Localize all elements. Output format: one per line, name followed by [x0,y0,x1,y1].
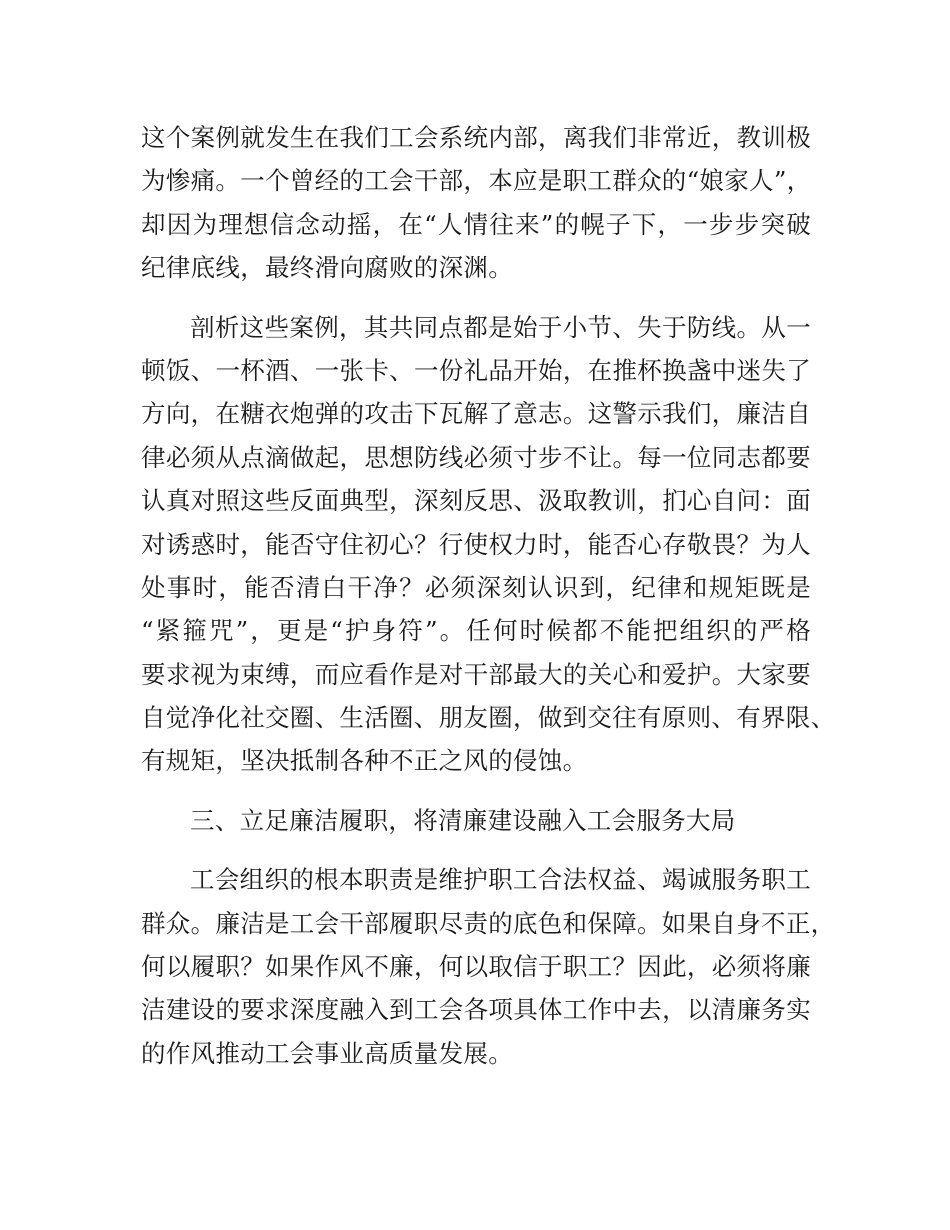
paragraph-case-description [141,116,811,290]
text-line: 自觉净化社交圈、生活圈、朋友圈，做到交往有原则、有界限、 [141,703,836,733]
text-line: 律必须从点滴做起，思想防线必须寸步不让。每一位同志都要 [141,442,811,472]
text-line: 认真对照这些反面典型，深刻反思、汲取教训，扪心自问：面 [141,486,811,516]
text-line: “紧箍咒”，更是“护身符”。任何时候都不能把组织的严格 [141,616,811,646]
text-line: 纪律底线，最终滑向腐败的深渊。 [141,253,513,283]
paragraph-union-duties [141,858,836,1075]
text-line: 何以履职？如果作风不廉，何以取信于职工？因此，必须将廉 [141,952,811,982]
paragraph-case-analysis [141,306,836,783]
text-line: 群众。廉洁是工会干部履职尽责的底色和保障。如果自身不正， [141,908,836,938]
text-line: 对诱惑时，能否守住初心？行使权力时，能否心存敬畏？为人 [141,529,811,559]
text-line: 要求视为束缚，而应看作是对干部最大的关心和爱护。大家要 [141,659,811,689]
text-line: 顿饭、一杯酒、一张卡、一份礼品开始，在推杯换盏中迷失了 [141,355,811,385]
text-line: 却因为理想信念动摇，在“人情往来”的幌子下，一步步突破 [141,209,811,239]
text-line: 的作风推动工会事业高质量发展。 [141,1038,513,1068]
section-heading [141,799,811,842]
document-body [141,116,836,1091]
heading-line: 三、立足廉洁履职，将清廉建设融入工会服务大局 [190,805,736,835]
text-line: 洁建设的要求深度融入到工会各项具体工作中去，以清廉务实 [141,995,811,1025]
text-line: 有规矩，坚决抵制各种不正之风的侵蚀。 [141,746,588,776]
text-line: 剖析这些案例，其共同点都是始于小节、失于防线。从一 [190,312,811,342]
text-line: 处事时，能否清白干净？必须深刻认识到，纪律和规矩既是 [141,572,811,602]
text-line: 为惨痛。一个曾经的工会干部，本应是职工群众的“娘家人”， [141,166,812,196]
text-line: 方向，在糖衣炮弹的攻击下瓦解了意志。这警示我们，廉洁自 [141,399,811,429]
text-line: 工会组织的根本职责是维护职工合法权益、竭诚服务职工 [190,865,811,895]
text-line: 这个案例就发生在我们工会系统内部，离我们非常近，教训极 [141,123,811,152]
